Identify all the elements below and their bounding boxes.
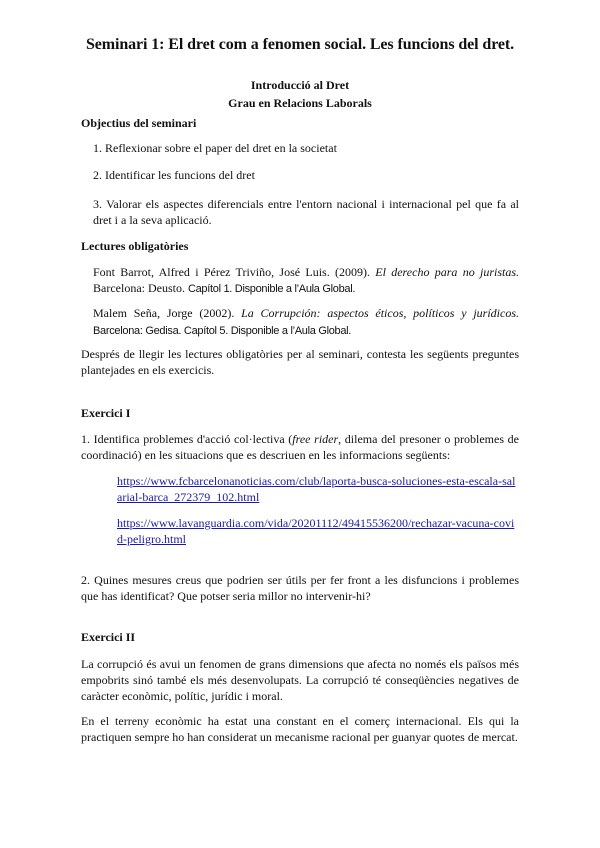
reading-1-publisher: Barcelona: Deusto. [93, 281, 188, 295]
exercise1-question1 [81, 431, 519, 463]
degree-name: Grau en Relacions Laborals [228, 96, 372, 110]
readings-heading: Lectures obligatòries [81, 239, 189, 253]
reading-item-1 [81, 264, 519, 297]
course-info [81, 76, 519, 112]
objectives-heading: Objectius del seminari [81, 116, 197, 130]
exercise1-question2: 2. Quines mesures creus que podrien ser útils per fer front a les disfuncions i problemes que has identificat? Que potser seria millor no intervenir-hi? [81, 573, 519, 603]
reading-1-title: El derecho para no juristas. [375, 265, 519, 279]
document-title: Seminari 1: El dret com a fenomen social. Les funcions del dret. [85, 36, 515, 53]
reading-1-authors: Font Barrot, Alfred i Pérez Triviño, José Luis. (2009). [93, 265, 376, 279]
exercise1-q1-after: , dilema del presoner o problemes de coordinació) en les situacions que es descriuen en les informacions següents: [81, 432, 519, 462]
reading-2-title: La Corrupción: aspectos éticos, políticos y jurídicos. [241, 306, 519, 320]
exercise1-q1-before: 1. Identifica problemes d'acció col·lectiva ( [81, 432, 293, 446]
objective-item-2: 2. Identificar les funcions del dret [93, 168, 255, 182]
lavanguardia-link[interactable]: https://www.lavanguardia.com/vida/20201112/49415536200/rechazar-vacuna-covid-peligro.html [117, 516, 515, 546]
objective-item-3: 3. Valorar els aspectes diferencials entre l'entorn nacional i internacional pel que fa al dret i a la seva aplicació. [93, 197, 519, 227]
exercise2-heading: Exercici II [81, 630, 136, 644]
instructions-text: Després de llegir les lectures obligatòries per al seminari, contesta les següents preguntes plantejades en els exercicis. [81, 347, 519, 377]
exercise2-paragraph-2: En el terreny econòmic ha estat una constant en el comerç internacional. Els qui la practiquen sempre ho han considerat un mecanisme racional per guanyar quotes de mercat. [81, 714, 519, 744]
reading-2-authors: Malem Seña, Jorge (2002). [93, 306, 242, 320]
reading-1-note: Capítol 1. Disponible a l’Aula Global. [187, 283, 356, 295]
fcbarcelona-link[interactable]: https://www.fcbarcelonanoticias.com/club/laporta-busca-soluciones-esta-escala-salarial-barca_272379_102.html [117, 474, 516, 504]
reading-2-note: Capítol 5. Disponible a l’Aula Global. [183, 325, 352, 337]
reading-item-2 [81, 305, 519, 339]
exercise1-q1-italic: free rider [292, 432, 339, 446]
exercise1-heading: Exercici I [81, 406, 131, 420]
link-item-2 [81, 515, 519, 547]
course-name: Introducció al Dret [250, 78, 350, 92]
link-item-1 [81, 473, 519, 505]
objective-item-1: 1. Reflexionar sobre el paper del dret en la societat [93, 141, 337, 155]
reading-2-publisher: Barcelona: Gedisa. [93, 325, 184, 337]
exercise2-paragraph-1: La corrupció és avui un fenomen de grans dimensions que afecta no només els països més empobrits sinó també els més desenvolupats. La corrupció té conseqüències negatives de caràcter econòmic, polític, jurídic i moral. [81, 657, 519, 703]
